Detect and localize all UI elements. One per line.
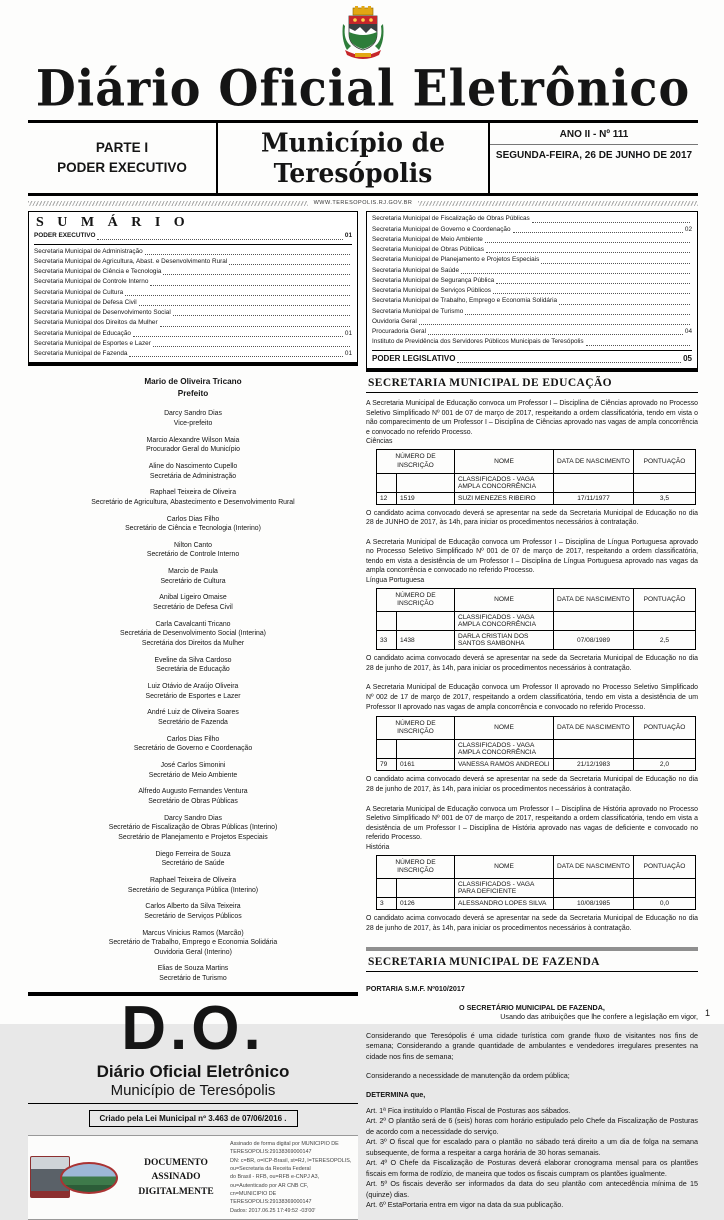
official-name: Raphael Teixeira de Oliveira bbox=[149, 876, 237, 884]
official-name: Alfredo Augusto Fernandes Ventura bbox=[138, 788, 248, 796]
col-header-inscricao: NÚMERO DE INSCRIÇÃO bbox=[377, 855, 455, 878]
convocation-paragraph: A Secretaria Municipal de Educação convoca um Professor I – Disciplina de História aprovado no Processo Seletivo Simplificado Nº 001 de 07 de março de 2017, respeitando a ordem classificatória, tendo em vista a desistência de um Professor I – Disciplina de História aprovado nas vagas de deficiente e convocado no referido Processo. bbox=[366, 805, 698, 842]
officials-list bbox=[28, 366, 358, 984]
toc-item bbox=[372, 276, 692, 286]
toc-item bbox=[372, 337, 692, 347]
summary-title: S U M Á R I O bbox=[36, 215, 190, 231]
toc-right-list bbox=[372, 214, 692, 347]
toc-item-label: Secretaria Municipal de Segurança Pública bbox=[372, 276, 495, 284]
official-name: André Luiz de Oliveira Soares bbox=[147, 709, 239, 717]
official-name: Mario de Oliveira Tricano bbox=[144, 377, 242, 387]
discipline-label: História bbox=[366, 843, 390, 851]
articles-list bbox=[366, 1106, 698, 1210]
cell-seq: 33 bbox=[377, 631, 397, 650]
table-subheader: CLASSIFICADOS - VAGA AMPLA CONCORRÊNCIA bbox=[455, 740, 554, 759]
toc-leader-dots bbox=[461, 273, 690, 274]
official-name: Nilton Canto bbox=[174, 541, 212, 549]
convocation-table bbox=[376, 716, 696, 771]
toc-item-label: Secretaria Municipal de Saúde bbox=[372, 266, 460, 274]
toc-item-label: Secretaria Municipal de Esportes e Lazer bbox=[34, 339, 151, 347]
determina-label: DETERMINA que, bbox=[366, 1090, 426, 1100]
do-subtitle: Município de Teresópolis bbox=[28, 1082, 358, 1104]
cell-inscricao: 0126 bbox=[397, 898, 455, 910]
convocation-paragraph: A Secretaria Municipal de Educação convoca um Professor I – Disciplina de Língua Portuguesa aprovado no Processo Seletivo Simplificado Nº 001 de 07 de março de 2017, respeitando a ordem classificatória, tendo em vista a desistência de um Professor I – Disciplina de Língua Portuguesa aprovado nas vagas da ampla concorrência e convocado no referido Processo. bbox=[366, 538, 698, 575]
toc-leader-dots bbox=[559, 304, 690, 305]
toc-item-label: Secretaria Municipal de Governo e Coordenação bbox=[372, 225, 511, 233]
toc-leader-dots bbox=[419, 324, 690, 325]
toc-item bbox=[372, 317, 692, 327]
official-role: Secretário de Turismo bbox=[159, 975, 227, 983]
toc-leader-dots bbox=[129, 356, 342, 357]
toc-item-label: Secretaria Municipal de Educação bbox=[34, 329, 131, 337]
education-content bbox=[366, 399, 698, 933]
cell-nascimento: 07/08/1989 bbox=[554, 631, 634, 650]
cell-inscricao: 0161 bbox=[397, 759, 455, 771]
toc-leader-dots bbox=[125, 295, 350, 296]
official-role: Ouvidoria Geral (Interino) bbox=[154, 948, 232, 956]
official-role: Secretário de Saúde bbox=[161, 860, 225, 868]
cell-seq: 12 bbox=[377, 492, 397, 504]
page-number: 1 bbox=[704, 1008, 710, 1018]
official-entry bbox=[34, 436, 352, 455]
official-name: Raphael Teixeira de Oliveira bbox=[149, 489, 237, 497]
toc-item-page: 02 bbox=[684, 225, 692, 233]
official-entry bbox=[34, 376, 352, 399]
official-role: Secretário de Cultura bbox=[160, 577, 226, 585]
cell-nascimento: 21/12/1983 bbox=[554, 759, 634, 771]
toc-item-page: 04 bbox=[684, 328, 692, 336]
edition-number: ANO II - Nº 111 bbox=[490, 123, 698, 145]
do-logo-block bbox=[28, 992, 358, 1127]
cell-empty bbox=[397, 612, 455, 631]
edition-date: SEGUNDA-FEIRA, 26 DE JUNHO DE 2017 bbox=[495, 150, 693, 162]
toc-item bbox=[372, 266, 692, 276]
article-item: Art. 1ª Fica instituído o Plantão Fiscal de Posturas aos sábados. bbox=[366, 1106, 571, 1116]
landscape-oval-image bbox=[60, 1162, 118, 1194]
table-subheader: CLASSIFICADOS - VAGA PARA DEFICIENTE bbox=[455, 879, 554, 898]
col-header-pontuacao: PONTUAÇÃO bbox=[634, 450, 696, 473]
official-entry bbox=[34, 462, 352, 481]
toc-left-list bbox=[34, 247, 352, 360]
cell-empty bbox=[397, 473, 455, 492]
official-role: Secretário de Defesa Civil bbox=[153, 604, 233, 612]
official-role: Secretário de Controle Interno bbox=[146, 551, 240, 559]
signature-line: cn=MUNICIPIO DE TERESOPOLIS:29138369000147 bbox=[230, 1191, 312, 1206]
cell-nome: DARLA CRISTIAN DOS SANTOS SAMBONHA bbox=[455, 631, 554, 650]
article-item: Art. 5º Os fiscais deverão ser informados da data do seu plantão com antecedência mínima de 15 (quinze) dias. bbox=[366, 1179, 698, 1199]
toc-leader-dots bbox=[173, 315, 350, 316]
official-name: Marcus Vinicius Ramos (Marcão) bbox=[142, 929, 244, 937]
toc-item bbox=[372, 235, 692, 245]
official-role: Secretário de Segurança Pública (Interino) bbox=[127, 886, 259, 894]
toc-leader-dots bbox=[513, 232, 683, 233]
cell-pontuacao: 3,5 bbox=[634, 492, 696, 504]
considerando-paragraph: Considerando a necessidade de manutenção da ordem pública; bbox=[366, 1070, 570, 1080]
cell-empty bbox=[634, 879, 696, 898]
toc-item-label: Secretaria Municipal dos Direitos da Mulher bbox=[34, 319, 158, 327]
signature-line: DN: c=BR, o=ICP-Brasil, st=RJ, l=TERESOPOLIS, ou=Secretaria da Receita Federal bbox=[230, 1157, 352, 1172]
signed-document-label: DOCUMENTO ASSINADO DIGITALMENTE bbox=[138, 1158, 214, 1197]
toc-item-label: Instituto de Previdência dos Servidores Públicos Municipais de Teresópolis bbox=[372, 338, 584, 346]
col-header-nascimento: DATA DE NASCIMENTO bbox=[554, 717, 634, 740]
official-entry bbox=[34, 515, 352, 534]
official-name: Aline do Nascimento Cupello bbox=[148, 462, 238, 470]
col-header-pontuacao: PONTUAÇÃO bbox=[634, 855, 696, 878]
toc-leader-dots bbox=[532, 222, 690, 223]
cell-pontuacao: 2,0 bbox=[634, 759, 696, 771]
cell-seq: 79 bbox=[377, 759, 397, 771]
col-header-nascimento: DATA DE NASCIMENTO bbox=[554, 450, 634, 473]
cell-empty bbox=[554, 740, 634, 759]
official-entry bbox=[34, 814, 352, 843]
presentation-note: O candidato acima convocado deverá se apresentar na sede da Secretaria Municipal de Educação no dia 28 de junho de 2017, às 14h, para iniciar os procedimentos necessários à contratação. bbox=[366, 776, 698, 793]
toc-item bbox=[34, 247, 352, 257]
official-entry bbox=[34, 656, 352, 675]
toc-leader-dots bbox=[485, 242, 690, 243]
section-header-fazenda: SECRETARIA MUNICIPAL DE FAZENDA bbox=[366, 953, 698, 972]
toc-item-label: Secretaria Municipal de Fiscalização de Obras Públicas bbox=[372, 215, 530, 223]
official-role: Secretária dos Direitos da Mulher bbox=[141, 640, 245, 648]
col-header-nome: NOME bbox=[455, 855, 554, 878]
toc-item-label: Secretaria Municipal de Fazenda bbox=[34, 350, 128, 358]
toc-item-page: 01 bbox=[344, 329, 352, 337]
toc-leader-dots bbox=[153, 346, 350, 347]
official-name: Darcy Sandro Dias bbox=[164, 814, 222, 822]
portaria-addressee: O SECRETÁRIO MUNICIPAL DE FAZENDA, bbox=[459, 1003, 605, 1013]
toc-item-label: Secretaria Municipal de Obras Públicas bbox=[372, 246, 484, 254]
right-column bbox=[366, 211, 698, 1220]
website-url: WWW.TERESOPOLIS.RJ.GOV.BR bbox=[313, 200, 413, 207]
do-title: Diário Oficial Eletrônico bbox=[96, 1061, 290, 1081]
hatch-left bbox=[28, 201, 308, 206]
toc-leader-dots bbox=[229, 264, 350, 265]
toc-item bbox=[34, 329, 352, 339]
official-name: Carlos Alberto da Silva Teixeira bbox=[145, 903, 241, 911]
convocation-table bbox=[376, 449, 696, 504]
header-edition-box bbox=[490, 123, 698, 193]
toc-item bbox=[34, 288, 352, 298]
toc-item-label: Secretaria Municipal de Planejamento e Projetos Especiais bbox=[372, 256, 540, 264]
official-role: Vice-prefeito bbox=[173, 419, 213, 427]
official-entry bbox=[34, 488, 352, 507]
official-entry bbox=[34, 567, 352, 586]
signature-details bbox=[230, 1140, 356, 1215]
toc-leader-dots bbox=[486, 252, 690, 253]
official-name: Anibal Ligeiro Omaise bbox=[159, 594, 227, 602]
official-entry bbox=[34, 708, 352, 727]
coat-of-arms-icon bbox=[28, 6, 698, 62]
official-name: Luiz Otávio de Araújo Oliveira bbox=[147, 683, 239, 691]
official-role: Secretário de Agricultura, Abastecimento e Desenvolvimento Rural bbox=[91, 498, 295, 506]
cell-empty bbox=[377, 740, 397, 759]
toc-item-label: Secretaria Municipal de Agricultura, Abast. e Desenvolvimento Rural bbox=[34, 257, 228, 265]
cell-empty bbox=[554, 879, 634, 898]
official-role: Secretário de Meio Ambiente bbox=[148, 771, 238, 779]
official-entry bbox=[34, 409, 352, 428]
toc-leader-dots bbox=[150, 285, 350, 286]
toc-item-label: Secretaria Municipal de Cultura bbox=[34, 288, 124, 296]
official-entry bbox=[34, 593, 352, 612]
official-role: Procurador Geral do Município bbox=[146, 446, 240, 454]
presentation-note: O candidato acima convocado deverá se apresentar na sede da Secretaria Municipal de Educação no dia 28 de junho de 2017, às 14h, para iniciar os procedimentos necessários à contratação. bbox=[366, 655, 698, 672]
portaria-preamble: Usando das atribuições que lhe confere a legislação em vigor, bbox=[500, 1012, 698, 1022]
toc-leader-dots bbox=[496, 283, 690, 284]
official-name: Marcio Alexandre Wilson Maia bbox=[146, 436, 240, 444]
municipality-title: Município de Teresópolis bbox=[261, 127, 445, 189]
toc-item bbox=[372, 214, 692, 224]
toc-leader-dots bbox=[541, 263, 690, 264]
toc-leader-dots bbox=[586, 345, 690, 346]
official-name: Diego Ferreira de Souza bbox=[155, 850, 231, 858]
hatch-right bbox=[418, 201, 698, 206]
table-subheader: CLASSIFICADOS - VAGA AMPLA CONCORRÊNCIA bbox=[455, 612, 554, 631]
cell-empty bbox=[634, 740, 696, 759]
official-name: Carlos Dias Filho bbox=[166, 515, 220, 523]
cell-pontuacao: 0,0 bbox=[634, 898, 696, 910]
toc-leader-dots bbox=[139, 305, 350, 306]
toc-item-label: Secretaria Municipal de Meio Ambiente bbox=[372, 235, 483, 243]
official-role: Secretário de Obras Públicas bbox=[148, 797, 238, 805]
section-header-educacao: SECRETARIA MUNICIPAL DE EDUCAÇÃO bbox=[366, 374, 698, 393]
cell-nascimento: 10/08/1985 bbox=[554, 898, 634, 910]
toc-item bbox=[34, 267, 352, 277]
article-item: Art. 3º O fiscal que for escalado para o plantão no sábado terá direito a um dia de folga na semana subsequente, de forma a respeitar a carga horária de 30 horas semanais. bbox=[366, 1137, 698, 1157]
official-name: Carla Cavalcanti Tricano bbox=[155, 620, 231, 628]
cell-empty bbox=[377, 879, 397, 898]
col-header-nome: NOME bbox=[455, 450, 554, 473]
official-role: Secretário de Ciência e Tecnologia (Interino) bbox=[125, 525, 261, 533]
col-header-pontuacao: PONTUAÇÃO bbox=[634, 717, 696, 740]
header-part bbox=[28, 123, 216, 193]
official-role: Secretária de Educação bbox=[156, 666, 230, 674]
toc-leader-dots bbox=[133, 336, 343, 337]
official-entry bbox=[34, 964, 352, 983]
official-name: Carlos Dias Filho bbox=[166, 735, 220, 743]
toc-item bbox=[34, 257, 352, 267]
website-line bbox=[28, 200, 698, 206]
toc-item-label: Secretaria Municipal de Serviços Públicos bbox=[372, 287, 491, 295]
cell-empty bbox=[554, 612, 634, 631]
cell-empty bbox=[377, 473, 397, 492]
toc-poder-legislativo: PODER LEGISLATIVO 05 bbox=[372, 350, 692, 366]
toc-item bbox=[34, 349, 352, 359]
considerandos bbox=[366, 1031, 698, 1081]
convocation-paragraph: A Secretaria Municipal de Educação convoca um Professor II aprovado no Processo Seletivo Simplificado Nº 002 de 17 de março de 2017, respeitando a ordem classificatória, tendo em vista a desistência de um Professor II aprovado nas vagas de ampla concorrência e convocado no referido Processo. bbox=[366, 684, 698, 711]
cell-inscricao: 1438 bbox=[397, 631, 455, 650]
cell-seq: 3 bbox=[377, 898, 397, 910]
cell-empty bbox=[634, 473, 696, 492]
summary-box-left bbox=[28, 211, 358, 366]
summary-box-right bbox=[366, 211, 698, 372]
section-separator-bar bbox=[366, 947, 698, 951]
official-entry bbox=[34, 682, 352, 701]
official-entry bbox=[34, 902, 352, 921]
toc-item bbox=[34, 308, 352, 318]
col-header-nascimento: DATA DE NASCIMENTO bbox=[554, 588, 634, 611]
part-line2: PODER EXECUTIVO bbox=[57, 160, 187, 176]
toc-leader-dots bbox=[465, 314, 690, 315]
toc-poder-executivo: PODER EXECUTIVO 01 bbox=[34, 231, 352, 244]
do-law-box: Criado pela Lei Municipal nº 3.463 de 07/06/2016 . bbox=[89, 1110, 298, 1127]
official-entry bbox=[34, 787, 352, 806]
toc-leader-dots bbox=[163, 274, 350, 275]
official-role: Secretário de Planejamento e Projetos Especiais bbox=[118, 833, 268, 841]
digital-signature-strip bbox=[28, 1135, 358, 1220]
official-name: José Carlos Simonini bbox=[160, 761, 226, 769]
article-item: Art. 6º EstaPortaria entra em vigor na data da sua publicação. bbox=[366, 1199, 564, 1209]
do-logo: D.O. bbox=[121, 993, 265, 1063]
cell-empty bbox=[554, 473, 634, 492]
official-entry bbox=[34, 929, 352, 958]
signature-line: Dados: 2017.06.25 17:49:52 -03'00' bbox=[230, 1207, 316, 1214]
official-role: Secretário de Esportes e Lazer bbox=[145, 692, 241, 700]
toc-item-page: 01 bbox=[344, 350, 352, 358]
table-subheader: CLASSIFICADOS - VAGA AMPLA CONCORRÊNCIA bbox=[455, 473, 554, 492]
part-line1: PARTE I bbox=[95, 140, 149, 156]
convocation-table bbox=[376, 588, 696, 650]
header-band bbox=[28, 123, 698, 196]
presentation-note: O candidato acima convocado deverá se apresentar na sede da Secretaria Municipal de Educação no dia 28 de JUNHO de 2017, às 14h, para iniciar os procedimentos necessários à contratação. bbox=[366, 509, 698, 527]
cell-empty bbox=[397, 879, 455, 898]
toc-item bbox=[372, 286, 692, 296]
official-role: Secretário de Serviços Públicos bbox=[144, 912, 242, 920]
col-header-inscricao: NÚMERO DE INSCRIÇÃO bbox=[377, 588, 455, 611]
official-entry bbox=[34, 541, 352, 560]
convocation-table bbox=[376, 855, 696, 910]
col-header-inscricao: NÚMERO DE INSCRIÇÃO bbox=[377, 450, 455, 473]
official-entry bbox=[34, 761, 352, 780]
cell-nome: ALESSANDRO LOPES SILVA bbox=[455, 898, 554, 910]
toc-item-label: Secretaria Municipal de Defesa Civil bbox=[34, 298, 137, 306]
article-item: Art. 2º O plantão será de 6 (seis) horas com horário estipulado pelo Chefe da Fiscalização de Posturas de acordo com a necessidade do serviço. bbox=[366, 1116, 698, 1136]
toc-item bbox=[34, 298, 352, 308]
discipline-label: Língua Portuguesa bbox=[366, 576, 425, 584]
considerando-paragraph: Considerando que Teresópolis é uma cidade turística com grande fluxo de visitantes nos fins de semana; Considerando a grande quantidade de ambulantes e vendedores irregulares presentes na cidade nos fins de semana; bbox=[366, 1031, 698, 1061]
official-role: Secretário de Fiscalização de Obras Públicas (Interino) bbox=[108, 824, 278, 832]
signature-line: Assinado de forma digital por MUNICIPIO DE TERESOPOLIS:29138369000147 bbox=[230, 1140, 339, 1156]
toc-item bbox=[372, 307, 692, 317]
cell-nome: SUZI MENEZES RIBEIRO bbox=[455, 492, 554, 504]
cell-inscricao: 1519 bbox=[397, 492, 455, 504]
official-name: Marcio de Paula bbox=[168, 568, 218, 576]
discipline-label: Ciências bbox=[366, 438, 393, 446]
col-header-pontuacao: PONTUAÇÃO bbox=[634, 588, 696, 611]
toc-item-label: Secretaria Municipal de Trabalho, Emprego e Economia Solidária bbox=[372, 297, 558, 305]
toc-leader-dots bbox=[160, 326, 350, 327]
official-role: Secretário de Trabalho, Emprego e Economia Solidária bbox=[108, 939, 278, 947]
official-entry bbox=[34, 735, 352, 754]
col-header-inscricao: NÚMERO DE INSCRIÇÃO bbox=[377, 717, 455, 740]
cell-nascimento: 17/11/1977 bbox=[554, 492, 634, 504]
official-entry bbox=[34, 876, 352, 895]
toc-item bbox=[372, 296, 692, 306]
official-name: Eveline da Silva Cardoso bbox=[154, 656, 232, 664]
toc-item-label: Secretaria Municipal de Controle Interno bbox=[34, 278, 149, 286]
toc-item-label: Procuradoria Geral bbox=[372, 328, 426, 336]
article-item: Art. 4º O Chefe da Fiscalização de Posturas deverá elaborar cronograma mensal para os plantões fiscais em forma de rodízio, de maneira que todos os fiscais cumpram os plantões igualmente. bbox=[366, 1158, 698, 1178]
signature-images bbox=[30, 1154, 122, 1200]
official-role: Secretário de Governo e Coordenação bbox=[133, 745, 253, 753]
cell-nome: VANESSA RAMOS ANDREOLI bbox=[455, 759, 554, 771]
col-header-nome: NOME bbox=[455, 588, 554, 611]
toc-item bbox=[34, 277, 352, 287]
left-column bbox=[28, 211, 358, 1220]
toc-item bbox=[372, 327, 692, 337]
toc-item-label: Secretaria Municipal de Ciência e Tecnologia bbox=[34, 268, 162, 276]
official-name: Darcy Sandro Dias bbox=[164, 410, 222, 418]
toc-leader-dots bbox=[145, 254, 350, 255]
official-entry bbox=[34, 620, 352, 649]
toc-item-label: Ouvidoria Geral bbox=[372, 317, 417, 325]
toc-item-label: Secretaria Municipal de Administração bbox=[34, 247, 143, 255]
official-role: Secretária de Desenvolvimento Social (Interina) bbox=[120, 630, 266, 638]
toc-item-label: Secretaria Municipal de Desenvolvimento Social bbox=[34, 309, 171, 317]
signature-line: do Brasil - RFB, ou=RFB e-CNPJ A3, ou=Autenticado por AR CNB CF, bbox=[230, 1174, 320, 1189]
official-role: Secretária de Administração bbox=[149, 472, 237, 480]
official-entry bbox=[34, 850, 352, 869]
cell-pontuacao: 2,5 bbox=[634, 631, 696, 650]
portaria-number: PORTARIA S.M.F. Nº010/2017 bbox=[366, 984, 465, 994]
toc-item bbox=[372, 225, 692, 235]
toc-item bbox=[372, 255, 692, 265]
toc-item bbox=[34, 339, 352, 349]
official-name: Elias de Souza Martins bbox=[157, 965, 229, 973]
col-header-nascimento: DATA DE NASCIMENTO bbox=[554, 855, 634, 878]
official-role: Secretário de Fazenda bbox=[158, 719, 228, 727]
cell-empty bbox=[634, 612, 696, 631]
toc-leader-dots bbox=[493, 293, 690, 294]
col-header-nome: NOME bbox=[455, 717, 554, 740]
cell-empty bbox=[397, 740, 455, 759]
convocation-paragraph: A Secretaria Municipal de Educação convoca um Professor I – Disciplina de Ciências aprovado no Processo Seletivo Simplificado Nº 001 de 07 de março de 2017, respeitando a ordem classificatória, tendo em vista o não comparecimento de um Professor I – Disciplina de Ciências aprovado nas vagas de ampla concorrência e convocado no referido Processo. bbox=[366, 400, 698, 436]
official-role: Prefeito bbox=[177, 388, 209, 398]
cell-empty bbox=[377, 612, 397, 631]
presentation-note: O candidato acima convocado deverá se apresentar na sede da Secretaria Municipal de Educação no dia 28 de junho de 2017, às 14h, para iniciar os procedimentos necessários à contratação. bbox=[366, 915, 698, 932]
toc-item bbox=[372, 245, 692, 255]
gazette-title: Diário Oficial Eletrônico bbox=[35, 58, 691, 118]
toc-item bbox=[34, 318, 352, 328]
toc-item-label: Secretaria Municipal de Turismo bbox=[372, 307, 464, 315]
toc-leader-dots bbox=[428, 334, 683, 335]
